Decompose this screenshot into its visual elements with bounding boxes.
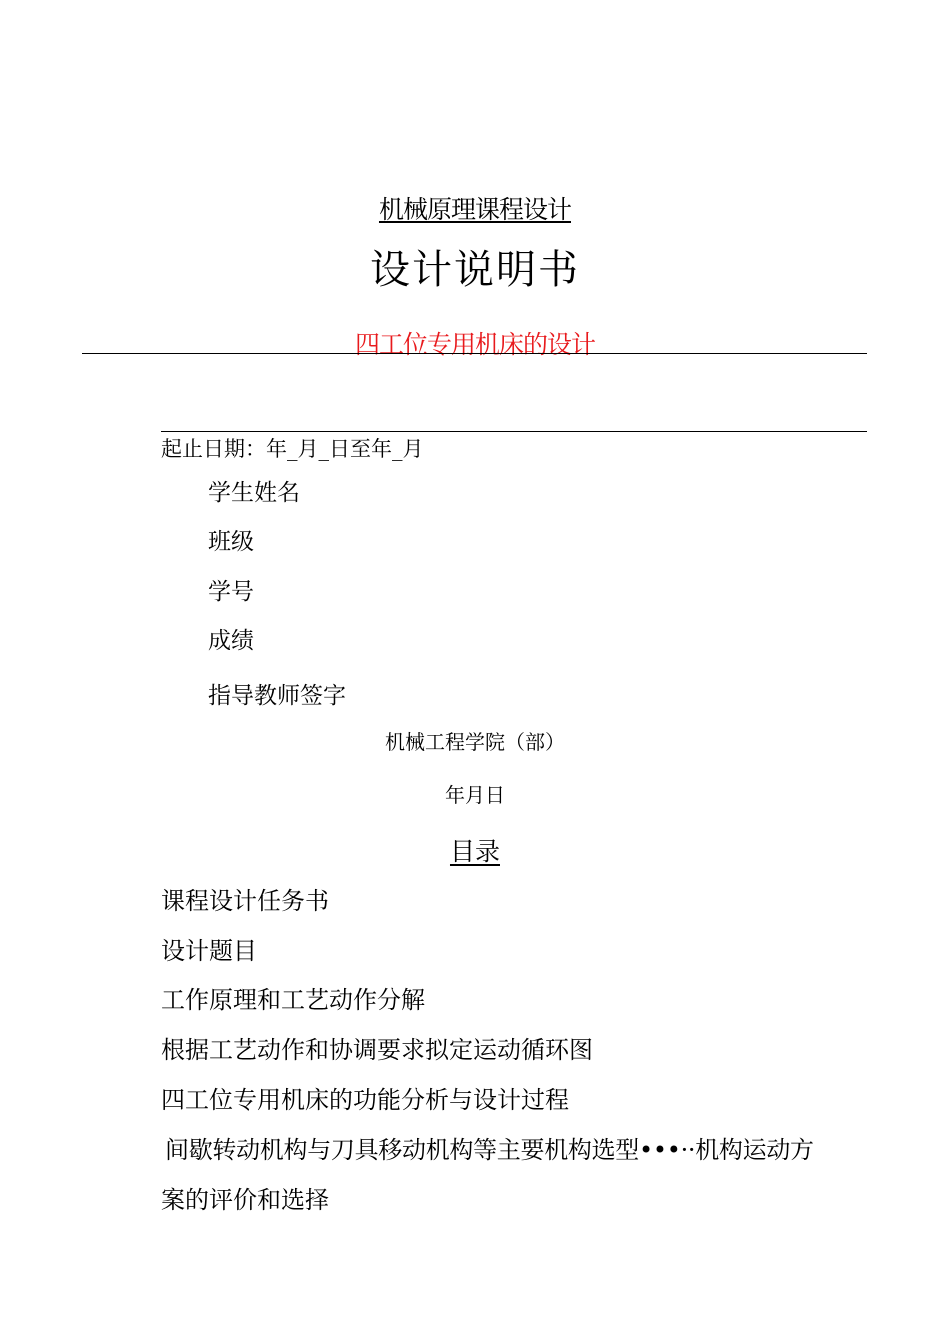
toc-item: 课程设计任务书	[161, 887, 329, 915]
student-name-label: 学生姓名	[208, 480, 300, 506]
toc-item: 间歇转动机构与刀具移动机构等主要机构选型•••··机构运动方	[165, 1136, 814, 1164]
course-title: 机械原理课程设计	[378, 195, 571, 224]
project-title: 四工位专用机床的设计	[354, 330, 595, 359]
date-range: 起止日期：年_月_日至年_月	[161, 437, 424, 461]
school-name: 机械工程学院（部）	[385, 730, 565, 754]
class-label: 班级	[208, 529, 254, 555]
toc-item: 工作原理和工艺动作分解	[161, 986, 425, 1014]
date-divider	[161, 431, 867, 432]
title-divider	[82, 353, 867, 354]
document-title: 设计说明书	[370, 247, 580, 293]
toc-item: 设计题目	[161, 937, 257, 965]
toc-item: 根据工艺动作和协调要求拟定运动循环图	[161, 1036, 593, 1064]
student-id-label: 学号	[208, 579, 254, 605]
toc-title: 目录	[449, 837, 500, 866]
score-label: 成绩	[208, 628, 254, 654]
toc-item: 案的评价和选择	[161, 1186, 329, 1214]
document-date: 年月日	[445, 783, 505, 807]
toc-item: 四工位专用机床的功能分析与设计过程	[161, 1086, 569, 1114]
advisor-signature-label: 指导教师签字	[208, 683, 346, 709]
